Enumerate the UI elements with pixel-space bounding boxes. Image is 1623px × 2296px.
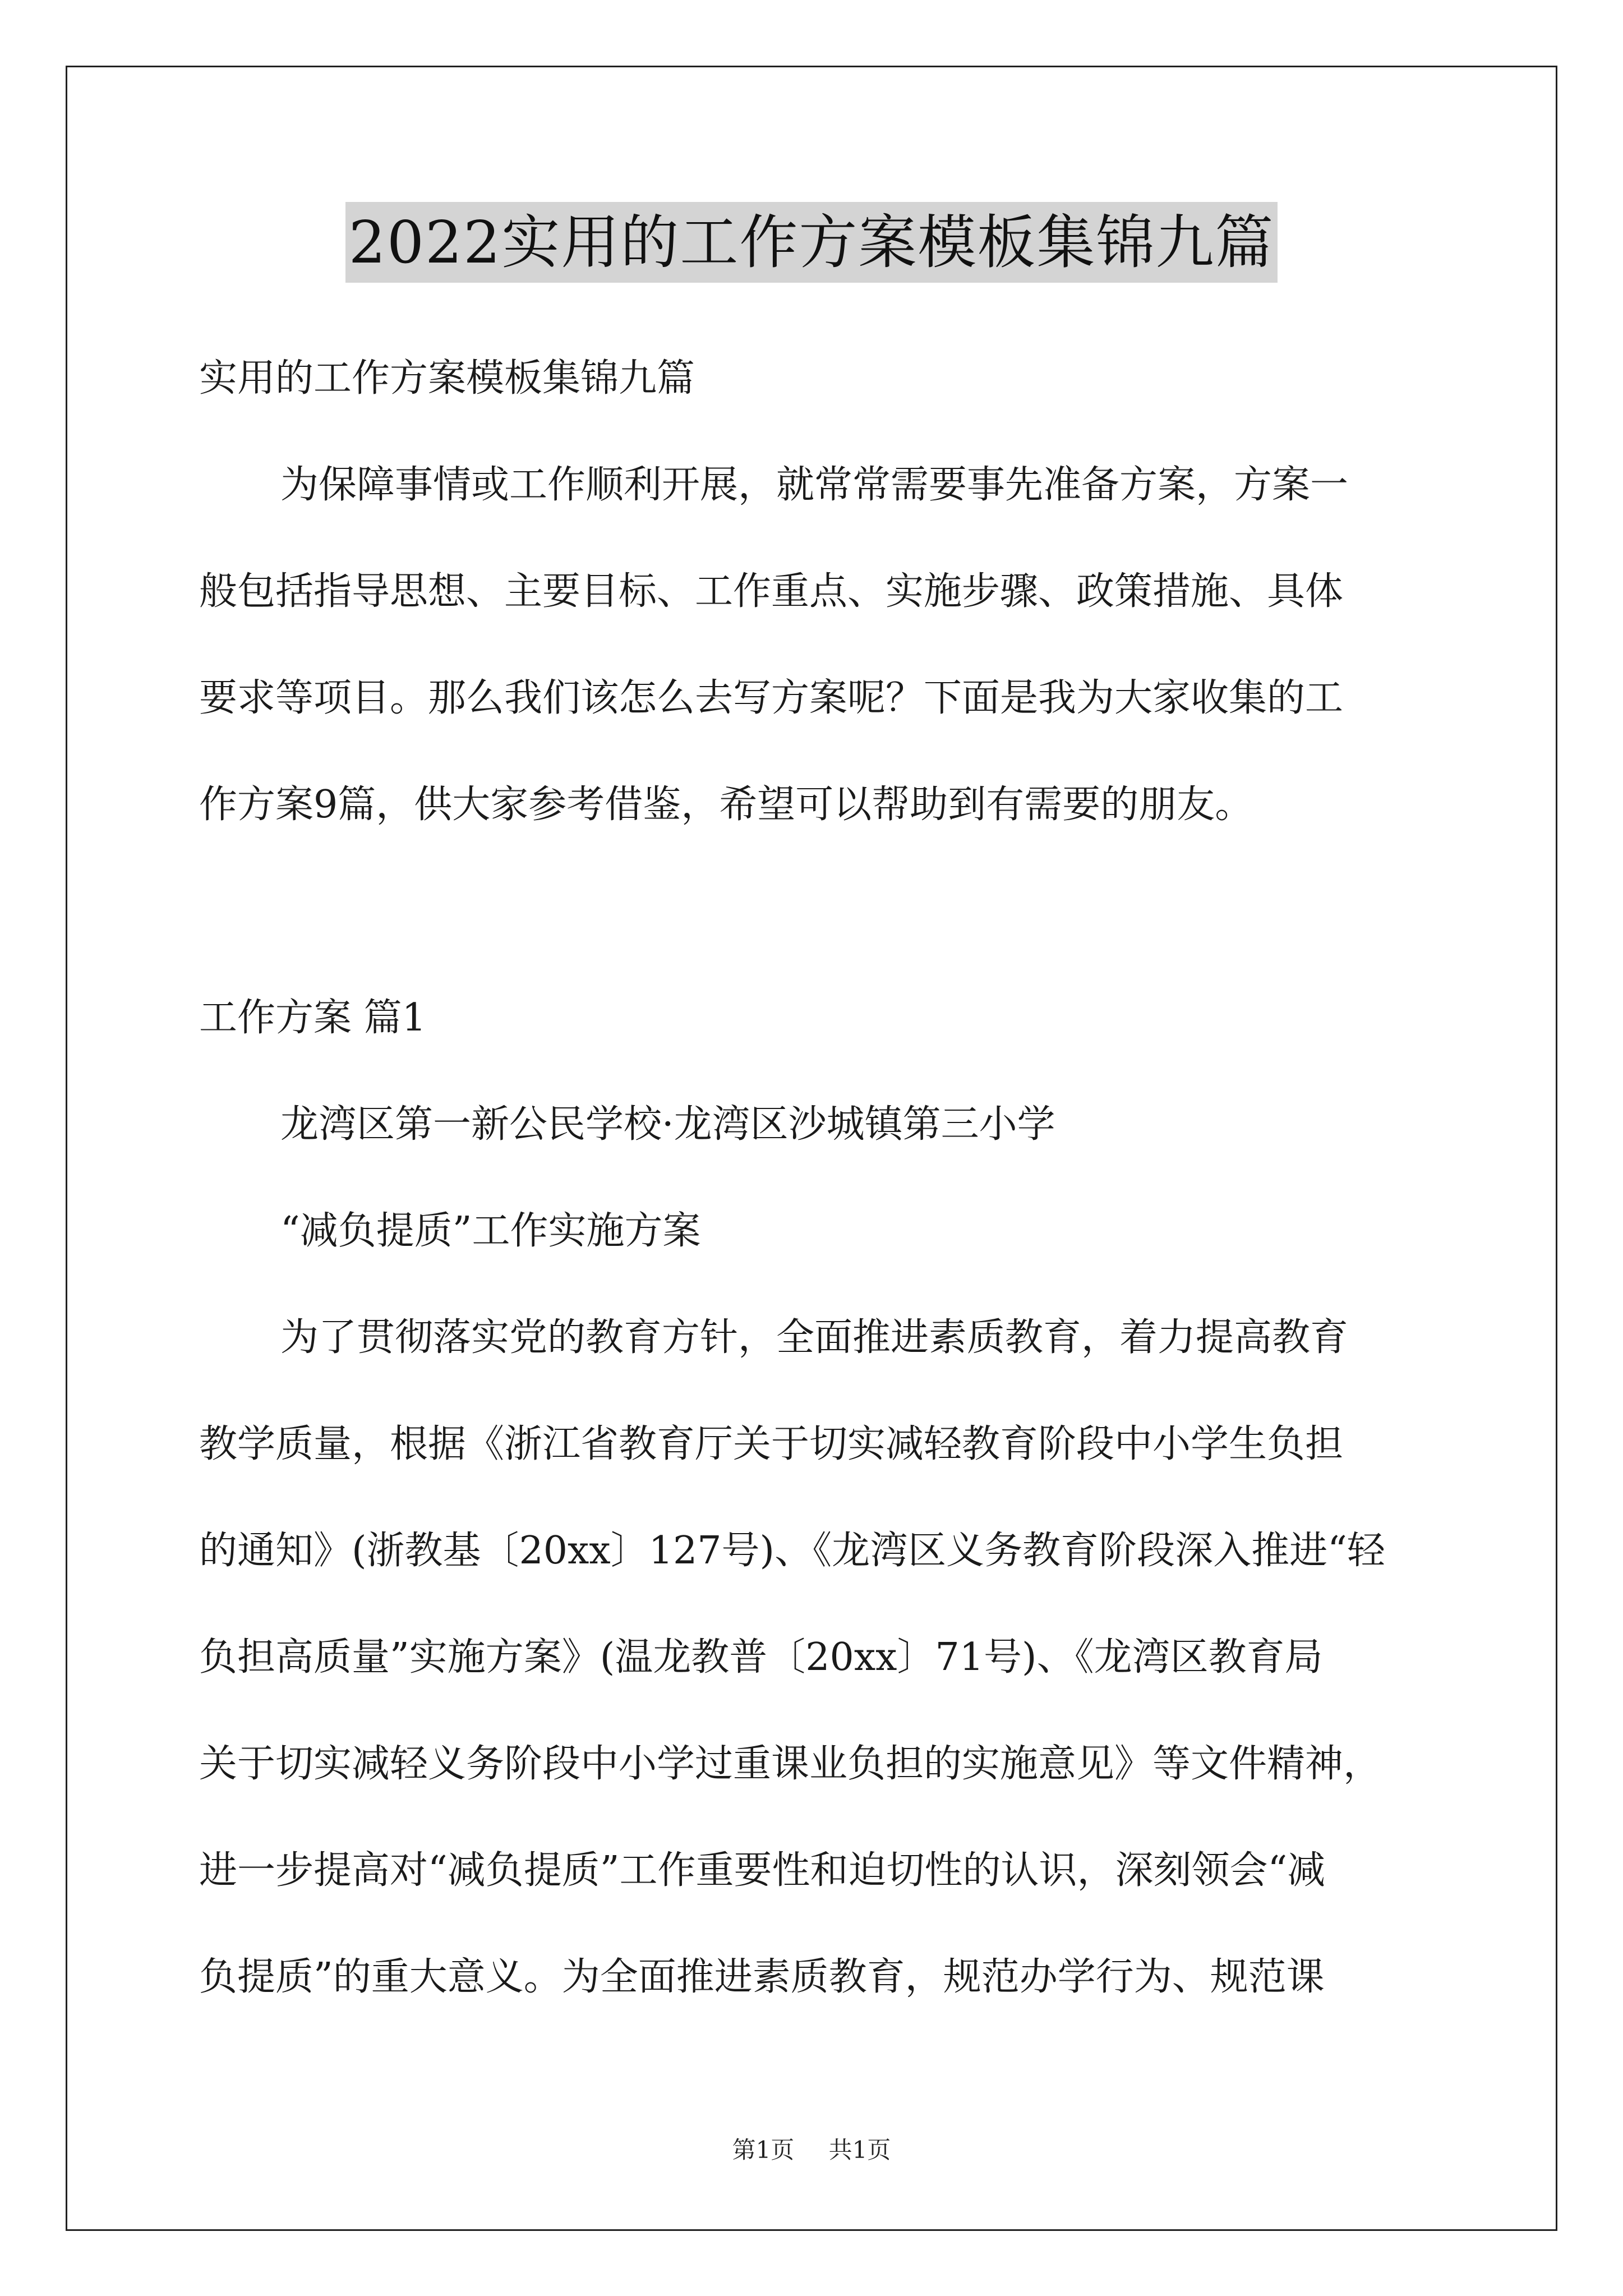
blank-line [199,881,1427,987]
document-body [199,348,1427,2053]
title-container [0,202,1623,283]
section-heading: 工作方案 篇1 [199,996,426,1040]
paragraph-line: 教学质量，根据《浙江省教育厅关于切实减轻教育阶段中小学生负担 [199,1422,1344,1466]
page-footer [0,2132,1623,2165]
paragraph-line: 龙湾区第一新公民学校·龙湾区沙城镇第三小学 [280,1102,1055,1147]
document-title: 2022实用的工作方案模板集锦九篇 [345,202,1278,283]
page-total: 共1页 [828,2136,891,2164]
paragraph-line: 作方案9篇，供大家参考借鉴，希望可以帮助到有需要的朋友。 [199,783,1253,827]
paragraph-line: 般包括指导思想、主要目标、工作重点、实施步骤、政策措施、具体 [199,569,1344,614]
paragraph-line: 负担高质量”实施方案》(温龙教普〔20xx〕71号)、《龙湾区教育局 [199,1635,1323,1680]
paragraph-line: 的通知》(浙教基〔20xx〕127号)、《龙湾区义务教育阶段深入推进“轻 [199,1529,1385,1573]
paragraph-line: 负提质”的重大意义。为全面推进素质教育，规范办学行为、规范课 [199,1955,1325,1999]
paragraph-line: “减负提质”工作实施方案 [280,1209,701,1253]
paragraph-line: 为了贯彻落实党的教育方针，全面推进素质教育，着力提高教育 [280,1315,1349,1360]
page-number: 第1页 [732,2136,795,2164]
paragraph-line: 要求等项目。那么我们该怎么去写方案呢？下面是我为大家收集的工 [199,676,1344,720]
subtitle-line: 实用的工作方案模板集锦九篇 [199,356,695,401]
paragraph-line: 进一步提高对“减负提质”工作重要性和迫切性的认识，深刻领会“减 [199,1848,1326,1893]
paragraph-line: 关于切实减轻义务阶段中小学过重课业负担的实施意见》等文件精神， [199,1742,1382,1786]
paragraph-line: 为保障事情或工作顺利开展，就常常需要事先准备方案，方案一 [280,463,1349,507]
